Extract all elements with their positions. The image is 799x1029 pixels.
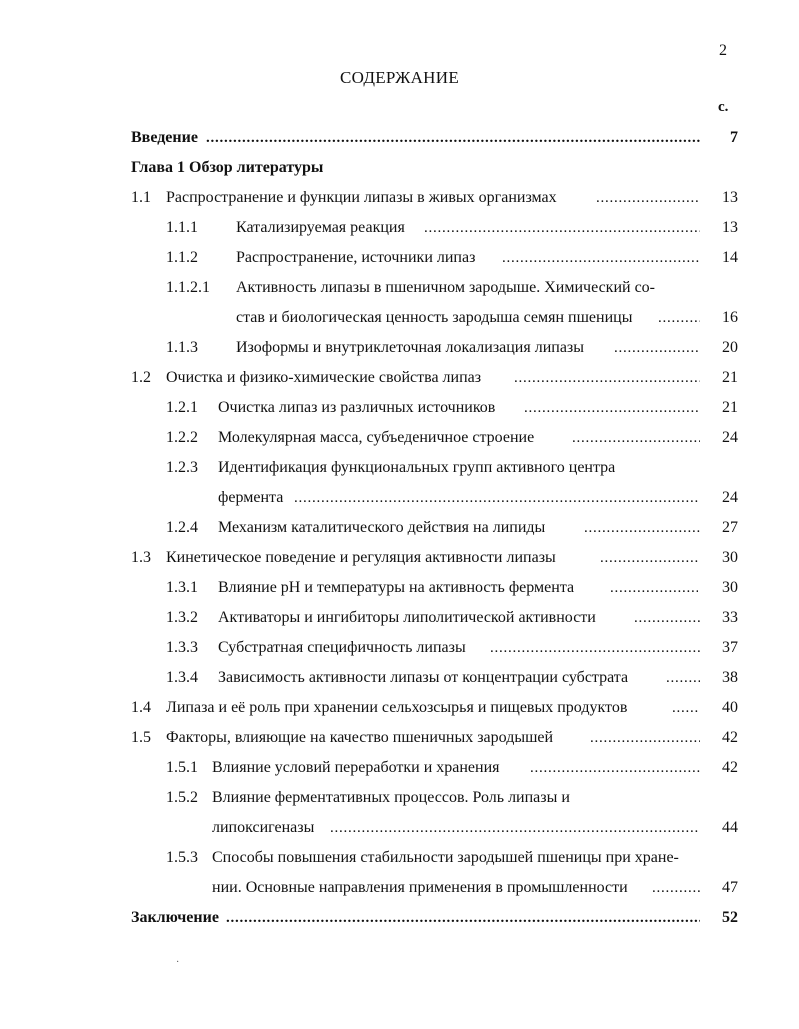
toc-entry-text: Очистка липаз из различных источников	[218, 399, 496, 416]
toc-entry-page: 16	[722, 309, 738, 326]
toc-entry-text: Влияние ферментативных процессов. Роль липазы и	[212, 789, 570, 806]
toc-entry-number: 1.3	[131, 549, 151, 566]
toc-entry-number: 1.1.3	[166, 339, 198, 356]
toc-entry-text: Кинетическое поведение и регуляция активности липазы	[166, 549, 556, 566]
leader-dots	[294, 489, 700, 507]
leader-dots	[490, 639, 700, 657]
toc-entry-text: Молекулярная масса, субъеденичное строение	[218, 429, 535, 446]
toc-entry-page: 42	[722, 729, 738, 746]
leader-dots	[206, 129, 700, 147]
toc-entry[interactable]	[0, 789, 799, 817]
toc-entry-page: 42	[722, 759, 738, 776]
toc-entry-page: 20	[722, 339, 738, 356]
toc-entry-number: 1.5.2	[166, 789, 198, 806]
leader-dots	[666, 669, 700, 687]
toc-entry-text: Активность липазы в пшеничном зародыше. Химический со-	[236, 279, 656, 296]
toc-entry-text: Изоформы и внутриклеточная локализация липазы	[236, 339, 584, 356]
toc-entry[interactable]	[0, 729, 799, 757]
toc-entry-introduction[interactable]	[0, 129, 799, 157]
toc-entry-continuation[interactable]	[0, 309, 799, 337]
toc-entry-text: нии. Основные направления применения в промышленности	[212, 879, 628, 896]
toc-entry-text: Заключение	[131, 909, 219, 926]
toc-entry-number: 1.1.2.1	[166, 279, 210, 296]
toc-entry[interactable]	[0, 609, 799, 637]
toc-entry-text: Способы повышения стабильности зародышей пшеницы при хране-	[212, 849, 679, 866]
leader-dots	[600, 549, 700, 567]
toc-entry-text: став и биологическая ценность зародыша семян пшеницы	[236, 309, 633, 326]
toc-entry-text: Введение	[131, 129, 198, 146]
leader-dots	[524, 399, 700, 417]
toc-entry[interactable]	[0, 759, 799, 787]
toc-entry-text: Механизм каталитического действия на липиды	[218, 519, 546, 536]
toc-entry-continuation[interactable]	[0, 879, 799, 907]
toc-entry-number: 1.3.1	[166, 579, 198, 596]
toc-entry-page: 24	[722, 489, 738, 506]
page-number: 2	[719, 42, 727, 59]
leader-dots	[424, 219, 700, 237]
page-column-label: с.	[718, 99, 729, 115]
leader-dots	[614, 339, 700, 357]
leader-dots	[590, 729, 700, 747]
leader-dots	[610, 579, 698, 597]
scan-speck: ·	[176, 957, 180, 968]
toc-entry[interactable]	[0, 459, 799, 487]
toc-entry-text: Идентификация функциональных групп активного центра	[218, 459, 616, 476]
toc-entry-continuation[interactable]	[0, 489, 799, 517]
leader-dots	[514, 369, 700, 387]
toc-entry[interactable]	[0, 699, 799, 727]
toc-entry-text: Активаторы и ингибиторы липолитической активности	[218, 609, 596, 626]
toc-entry-page: 14	[722, 249, 738, 266]
toc-entry-page: 24	[722, 429, 738, 446]
toc-entry-text: липоксигеназы	[212, 819, 315, 836]
toc-entry[interactable]	[0, 219, 799, 247]
toc-entry-number: 1.1.1	[166, 219, 198, 236]
toc-entry-page: 21	[722, 369, 738, 386]
leader-dots	[226, 909, 700, 927]
page-title: СОДЕРЖАНИЕ	[339, 68, 460, 87]
toc-entry-text: Распространение и функции липазы в живых организмах	[166, 189, 557, 206]
leader-dots	[596, 189, 700, 207]
toc-entry-number: 1.1	[131, 189, 151, 206]
toc-entry-number: 1.2.2	[166, 429, 198, 446]
toc-entry[interactable]	[0, 189, 799, 217]
toc-entry[interactable]	[0, 579, 799, 607]
toc-entry-continuation[interactable]	[0, 819, 799, 847]
leader-dots	[584, 519, 700, 537]
toc-entry-page: 44	[722, 819, 738, 836]
toc-entry-page: 27	[722, 519, 738, 536]
toc-entry-conclusion[interactable]	[0, 909, 799, 937]
toc-entry-page: 33	[722, 609, 738, 626]
toc-entry-text: Зависимость активности липазы от концентрации субстрата	[218, 669, 629, 686]
toc-entry-text: Глава 1 Обзор литературы	[131, 159, 324, 176]
toc-entry-page: 37	[722, 639, 738, 656]
toc-entry-page: 30	[722, 579, 738, 596]
toc-entry-page: 52	[722, 909, 738, 926]
toc-entry[interactable]	[0, 549, 799, 577]
toc-entry-page: 21	[722, 399, 738, 416]
toc-entry-text: Субстратная специфичность липазы	[218, 639, 466, 656]
toc-chapter-heading	[0, 159, 799, 187]
leader-dots	[502, 249, 700, 267]
toc-entry[interactable]	[0, 339, 799, 367]
leader-dots	[652, 879, 700, 897]
toc-entry[interactable]	[0, 849, 799, 877]
toc-entry-text: Влияние условий переработки и хранения	[212, 759, 500, 776]
toc-entry-number: 1.2	[131, 369, 151, 386]
toc-entry-number: 1.2.1	[166, 399, 198, 416]
toc-entry-number: 1.1.2	[166, 249, 198, 266]
toc-entry-text: Очистка и физико-химические свойства липаз	[166, 369, 482, 386]
toc-entry-text: Липаза и её роль при хранении сельхозсырья и пищевых продуктов	[166, 699, 628, 716]
leader-dots	[634, 609, 700, 627]
toc-entry-number: 1.5.3	[166, 849, 198, 866]
toc-entry-number: 1.5	[131, 729, 151, 746]
toc-entry-number: 1.5.1	[166, 759, 198, 776]
toc-entry[interactable]	[0, 639, 799, 667]
toc-entry-text: Влияние pH и температуры на активность фермента	[218, 579, 575, 596]
toc-entry-page: 40	[722, 699, 738, 716]
toc-entry[interactable]	[0, 669, 799, 697]
toc-entry-page: 13	[722, 189, 738, 206]
leader-dots	[672, 699, 700, 717]
toc-entry-page: 13	[722, 219, 738, 236]
toc-entry[interactable]	[0, 429, 799, 457]
toc-entry[interactable]	[0, 279, 799, 307]
toc-entry-text: Факторы, влияющие на качество пшеничных зародышей	[166, 729, 554, 746]
toc-entry-page: 38	[722, 669, 738, 686]
toc-entry-number: 1.4	[131, 699, 151, 716]
toc-entry[interactable]	[0, 519, 799, 547]
toc-entry-text: Катализируемая реакция	[236, 219, 405, 236]
toc-entry-number: 1.3.4	[166, 669, 198, 686]
toc-entry-text: Распространение, источники липаз	[236, 249, 476, 266]
toc-entry[interactable]	[0, 249, 799, 277]
leader-dots	[658, 309, 700, 327]
toc-entry-page: 30	[722, 549, 738, 566]
leader-dots	[330, 819, 700, 837]
leader-dots	[530, 759, 700, 777]
toc-entry-number: 1.3.3	[166, 639, 198, 656]
toc-entry-number: 1.2.4	[166, 519, 198, 536]
toc-entry-page: 7	[730, 129, 738, 146]
leader-dots	[572, 429, 700, 447]
toc-entry-number: 1.2.3	[166, 459, 198, 476]
toc-entry-number: 1.3.2	[166, 609, 198, 626]
toc-entry-page: 47	[722, 879, 738, 896]
toc-entry[interactable]	[0, 399, 799, 427]
toc-entry[interactable]	[0, 369, 799, 397]
toc-entry-text: фермента	[218, 489, 284, 506]
